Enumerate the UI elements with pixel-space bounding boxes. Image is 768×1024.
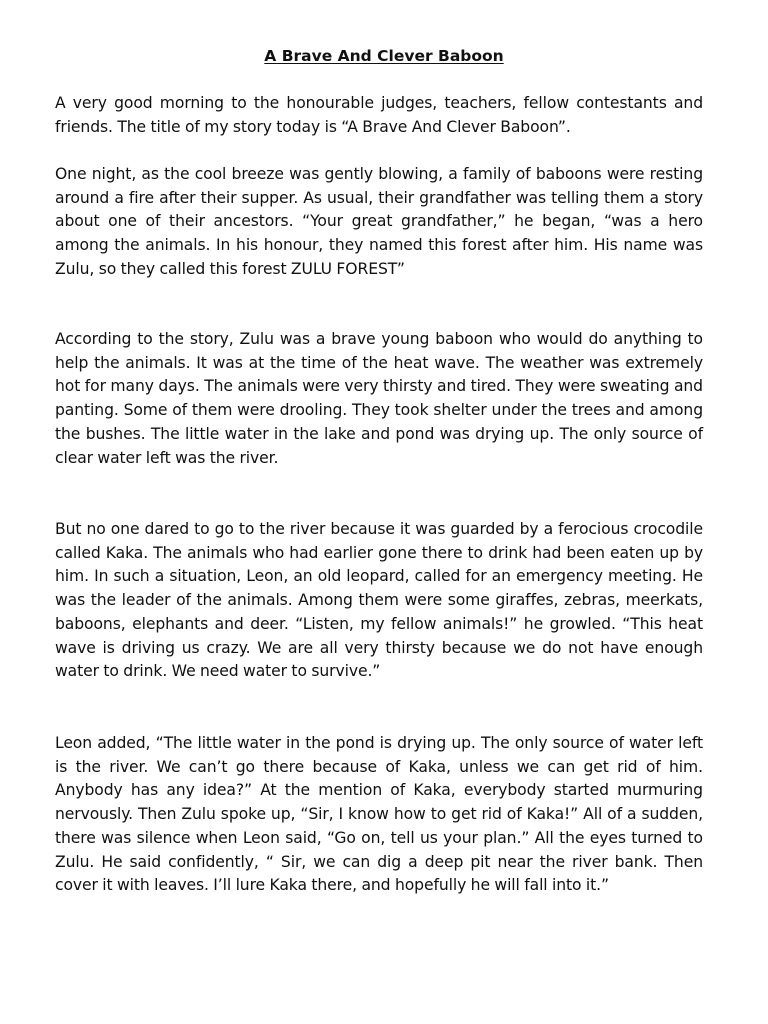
paragraph-story-opening: One night, as the cool breeze was gently blowing, a family of baboons were resting around a fire after their supper. As usual, their grandfather was telling them a story about one of their ancestors. “Your great grandfather,” he began, “was a hero among the animals. In his honour, they named this forest after him. His name was Zulu, so they called this forest ZULU FOREST” <box>55 165 703 278</box>
document-title: A Brave And Clever Baboon <box>264 47 504 65</box>
paragraph-introduction: A very good morning to the honourable judges, teachers, fellow contestants and friends. The title of my story today is “A Brave And Clever Baboon”. <box>55 94 703 136</box>
paragraph-crocodile-meeting: But no one dared to go to the river because it was guarded by a ferocious crocodile called Kaka. The animals who had earlier gone there to drink had been eaten up by him. In such a situation, Leon, an old leopard, called for an emergency meeting. He was the leader of the animals. Among them were some giraffes, zebras, meerkats, baboons, elephants and deer. “Listen, my fellow animals!” he growled. “This heat wave is driving us crazy. We are all very thirsty because we do not have enough water to drink. We need water to survive.” <box>55 520 703 681</box>
paragraph-heat-wave: According to the story, Zulu was a brave young baboon who would do anything to help the animals. It was at the time of the heat wave. The weather was extremely hot for many days. The animals were very thirsty and tired. They were sweating and panting. Some of them were drooling. They took shelter under the trees and among the bushes. The little water in the lake and pond was drying up. The only source of clear water left was the river. <box>55 330 703 467</box>
paragraph-zulu-plan: Leon added, “The little water in the pond is drying up. The only source of water left is the river. We can’t go there because of Kaka, unless we can get rid of him. Anybody has any idea?” At the mention of Kaka, everybody started murmuring nervously. Then Zulu spoke up, “Sir, I know how to get rid of Kaka!” All of a sudden, there was silence when Leon said, “Go on, tell us your plan.” All the eyes turned to Zulu. He said confidently, “ Sir, we can dig a deep pit near the river bank. Then cover it with leaves. I’ll lure Kaka there, and hopefully he will fall into it.” <box>55 734 703 895</box>
